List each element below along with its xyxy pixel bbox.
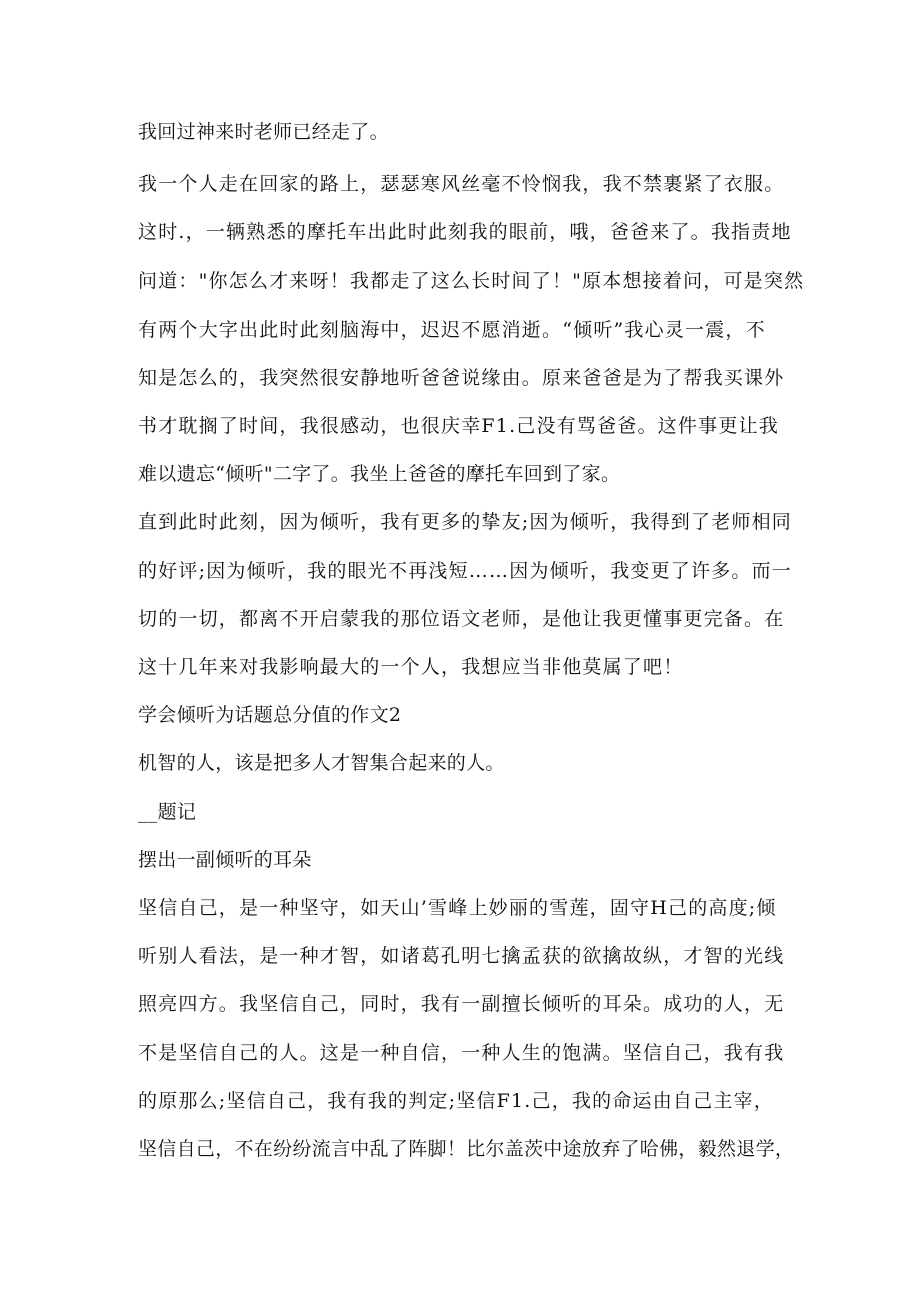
text-line: 不是坚信自己的人。这是一种自信，一种人生的饱满。坚信自己，我有我 [138,1042,785,1064]
text-line: 直到此时此刻，因为倾听，我有更多的挚友;因为倾听，我得到了老师相同 [138,511,793,533]
text-line: 照亮四方。我坚信自己，同时，我有一副擅长倾听的耳朵。成功的人，无 [138,993,785,1015]
text-line: 切的一切，都离不开启蒙我的那位语文老师，是他让我更懂事更完备。在 [138,608,785,630]
text-line: 这十几年来对我影响最大的一个人，我想应当非他莫属了吧！ [138,656,684,678]
text-line: 的好评;因为倾听，我的眼光不再浅短……因为倾听，我变更了许多。而一 [138,560,793,582]
text-line: 这时.，一辆熟悉的摩托车出此时此刻我的眼前，哦，爸爸来了。我指责地 [138,221,792,243]
text-line: 问道："你怎么才来呀！我都走了这么长时间了！"原本想接着问，可是突然 [138,270,805,292]
essay-title: 摆出一副倾听的耳朵 [138,849,312,871]
text-line: 听别人看法，是一种才智，如诸葛孔明七擒孟获的欲擒故纵，才智的光线 [138,945,785,967]
text-line: 坚信自己，不在纷纷流言中乱了阵脚！比尔盖茨中途放弃了哈佛，毅然退学， [138,1138,795,1160]
text-line: 知是怎么的，我突然很安静地听爸爸说缘由。原来爸爸是为了帮我买课外 [138,367,785,389]
section-heading: 学会倾听为话题总分值的作文2 [138,704,402,726]
text-line: 的原那么;坚信自己，我有我的判定;坚信F1.己，我的命运由自己主宰， [138,1090,774,1112]
text-line: 我一个人走在回家的路上，瑟瑟寒风丝毫不怜悯我，我不禁裹紧了衣服。 [138,173,785,195]
text-line: 机智的人，该是把多人才智集合起来的人。 [138,752,505,774]
text-line: 我回过神来时老师已经走了。 [138,121,389,143]
text-line: 坚信自己，是一种坚守，如天山’雪峰上妙丽的雪莲，固守H己的高度;倾 [138,897,777,919]
text-line: 书才耽搁了时间，我很感动，也很庆幸F1.己没有骂爸爸。这件事更让我 [138,415,779,437]
epigraph-attribution: __题记 [138,801,197,823]
text-line: 有两个大字出此时此刻脑海中，迟迟不愿消逝。“倾听”我心灵一震，不 [138,319,766,341]
text-line: 难以遗忘“倾听"二字了。我坐上爸爸的摩托车回到了家。 [138,463,621,485]
